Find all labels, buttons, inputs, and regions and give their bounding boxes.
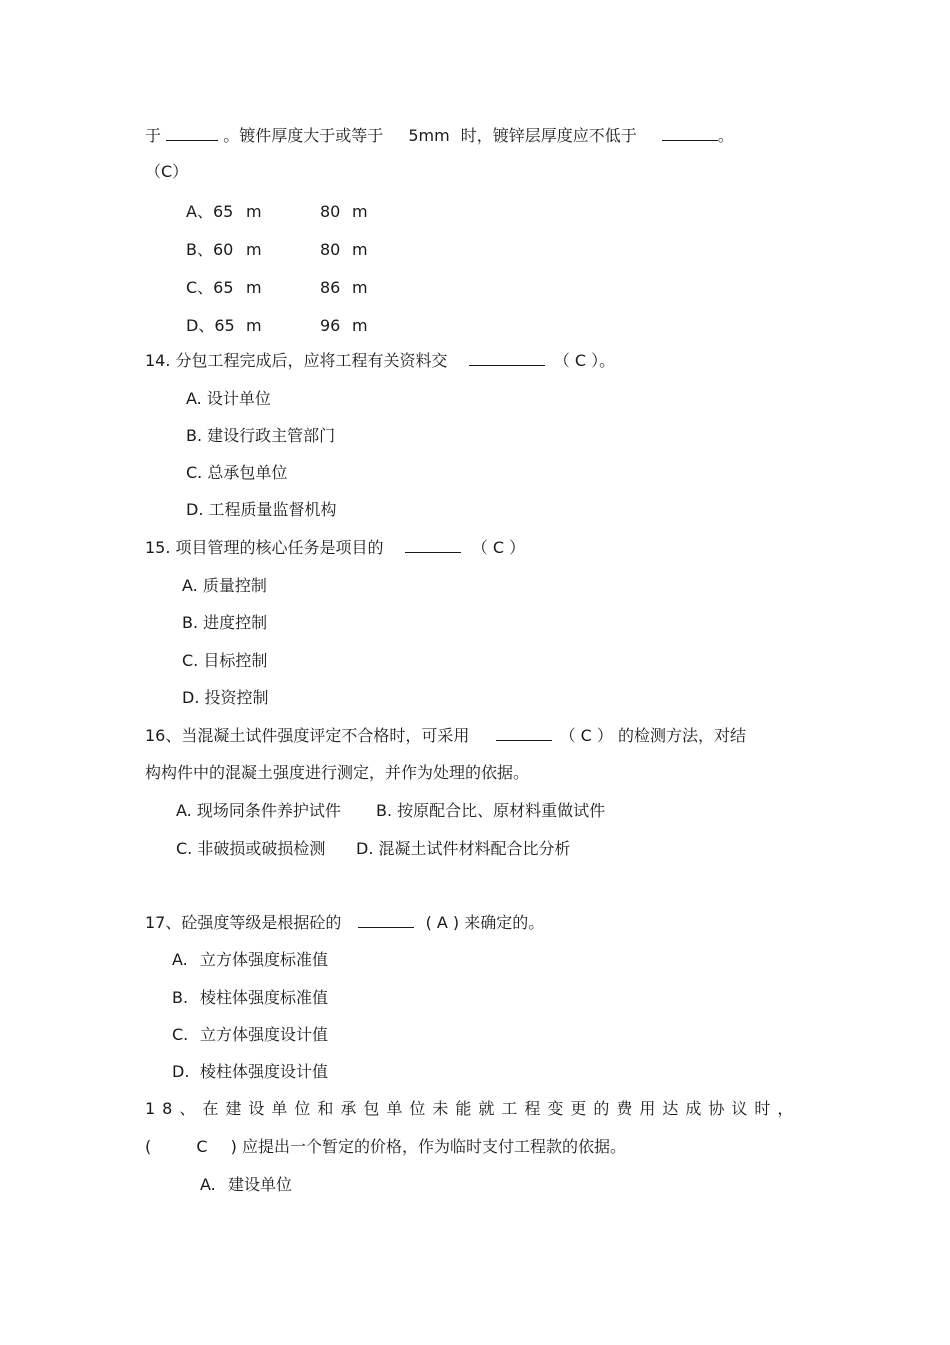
q13-blank-2 bbox=[662, 126, 718, 141]
q15-option-b: B. 进度控制 bbox=[182, 613, 268, 632]
q13-text-b: 。镀件厚度大于或等于 bbox=[223, 126, 384, 145]
q17-option-d-letter: D. bbox=[172, 1062, 190, 1081]
q13-text-d: 时，镀锌层厚度应不低于 bbox=[460, 126, 637, 145]
q16-option-c: C. 非破损或破损检测 bbox=[176, 839, 326, 858]
q14-option-b: B. 建设行政主管部门 bbox=[186, 426, 336, 445]
q16-blank bbox=[496, 726, 552, 741]
q17-option-b-letter: B. bbox=[172, 988, 189, 1007]
q13-option-b-val2: 80 bbox=[320, 240, 341, 259]
q13-option-d bbox=[186, 315, 368, 337]
q16-option-b: B. 按原配合比、原材料重做试件 bbox=[376, 801, 606, 820]
q17-option-c bbox=[172, 1024, 328, 1046]
q18-answer: C bbox=[196, 1137, 208, 1156]
q13-option-a-label: A、65 bbox=[186, 202, 234, 221]
q15-blank bbox=[405, 538, 461, 553]
q16-options-row2 bbox=[176, 838, 571, 860]
q13-option-b-unit2: m bbox=[352, 240, 368, 259]
q15-option-c: C. 目标控制 bbox=[182, 651, 268, 670]
q17-option-b bbox=[172, 987, 328, 1009]
q16-stem-a: 16、当混凝土试件强度评定不合格时，可采用 bbox=[145, 726, 470, 745]
q16-answer: （ C ） bbox=[559, 726, 613, 745]
q18-option-a-text: 建设单位 bbox=[228, 1175, 293, 1194]
q17-option-a bbox=[172, 949, 328, 971]
q17-option-c-text: 立方体强度设计值 bbox=[200, 1025, 329, 1044]
q15-option-a: A. 质量控制 bbox=[182, 576, 267, 595]
q13-option-d-label: D、65 bbox=[186, 316, 235, 335]
q18-stem-line1: 18、在建设单位和承包单位未能就工程变更的费用达成协议时， bbox=[145, 1099, 801, 1118]
q13-option-c bbox=[186, 277, 368, 299]
q13-option-b-unit1: m bbox=[246, 240, 262, 259]
q17-stem bbox=[145, 912, 544, 934]
q16-option-d: D. 混凝土试件材料配合比分析 bbox=[356, 839, 571, 858]
q13-option-b-label: B、60 bbox=[186, 240, 234, 259]
q13-stem-line1 bbox=[145, 125, 734, 147]
q17-option-a-letter: A. bbox=[172, 950, 188, 969]
q13-option-c-unit2: m bbox=[352, 278, 368, 297]
q15-answer: （ C ） bbox=[471, 538, 526, 557]
q16-options-row1 bbox=[176, 800, 605, 822]
q13-option-c-val2: 86 bbox=[320, 278, 341, 297]
q17-option-c-letter: C. bbox=[172, 1025, 189, 1044]
q18-option-a-letter: A. bbox=[200, 1175, 216, 1194]
q17-option-d-text: 棱柱体强度设计值 bbox=[200, 1062, 329, 1081]
q13-text-c: 5mm bbox=[408, 126, 450, 145]
q17-answer: ( A ) 来确定的。 bbox=[425, 913, 545, 932]
q14-option-a: A. 设计单位 bbox=[186, 389, 271, 408]
q13-option-a-val2: 80 bbox=[320, 202, 341, 221]
q13-text-e: 。 bbox=[717, 126, 734, 145]
q14-blank bbox=[469, 351, 545, 366]
q13-option-d-unit2: m bbox=[352, 316, 368, 335]
q17-stem-text: 17、砼强度等级是根据砼的 bbox=[145, 913, 342, 932]
q13-option-a bbox=[186, 201, 368, 223]
q17-option-b-text: 棱柱体强度标准值 bbox=[200, 988, 329, 1007]
q15-stem-text: 15. 项目管理的核心任务是项目的 bbox=[145, 538, 384, 557]
q13-option-c-label: C、65 bbox=[186, 278, 234, 297]
q14-option-c: C. 总承包单位 bbox=[186, 463, 288, 482]
q15-option-d: D. 投资控制 bbox=[182, 688, 269, 707]
q16-stem-line1 bbox=[145, 725, 746, 747]
q14-answer: （ C ）。 bbox=[553, 351, 616, 370]
q16-stem-line2: 构构件中的混凝土强度进行测定，并作为处理的依据。 bbox=[145, 763, 530, 782]
q13-option-b bbox=[186, 239, 368, 261]
q16-option-a: A. 现场同条件养护试件 bbox=[176, 801, 341, 820]
q18-stem-line2 bbox=[145, 1136, 626, 1158]
q14-stem-text: 14. 分包工程完成后，应将工程有关资料交 bbox=[145, 351, 448, 370]
q18-stem-rest: ) 应提出一个暂定的价格，作为临时支付工程款的依据。 bbox=[230, 1137, 626, 1156]
q17-blank bbox=[358, 913, 414, 928]
q14-stem bbox=[145, 350, 615, 372]
q18-option-a bbox=[200, 1174, 292, 1196]
q13-blank-1 bbox=[166, 126, 218, 141]
q13-option-a-unit1: m bbox=[246, 202, 262, 221]
q18-paren-open: ( bbox=[145, 1137, 152, 1156]
q15-stem bbox=[145, 537, 525, 559]
q13-option-d-val2: 96 bbox=[320, 316, 341, 335]
q13-option-c-unit1: m bbox=[246, 278, 262, 297]
q17-option-a-text: 立方体强度标准值 bbox=[200, 950, 329, 969]
q17-option-d bbox=[172, 1061, 328, 1083]
q16-stem-b: 的检测方法，对结 bbox=[618, 726, 747, 745]
q13-option-d-unit1: m bbox=[246, 316, 262, 335]
q13-option-a-unit2: m bbox=[352, 202, 368, 221]
q14-option-d: D. 工程质量监督机构 bbox=[186, 500, 337, 519]
q13-answer: （C） bbox=[145, 162, 189, 181]
q13-text-a: 于 bbox=[145, 126, 162, 145]
